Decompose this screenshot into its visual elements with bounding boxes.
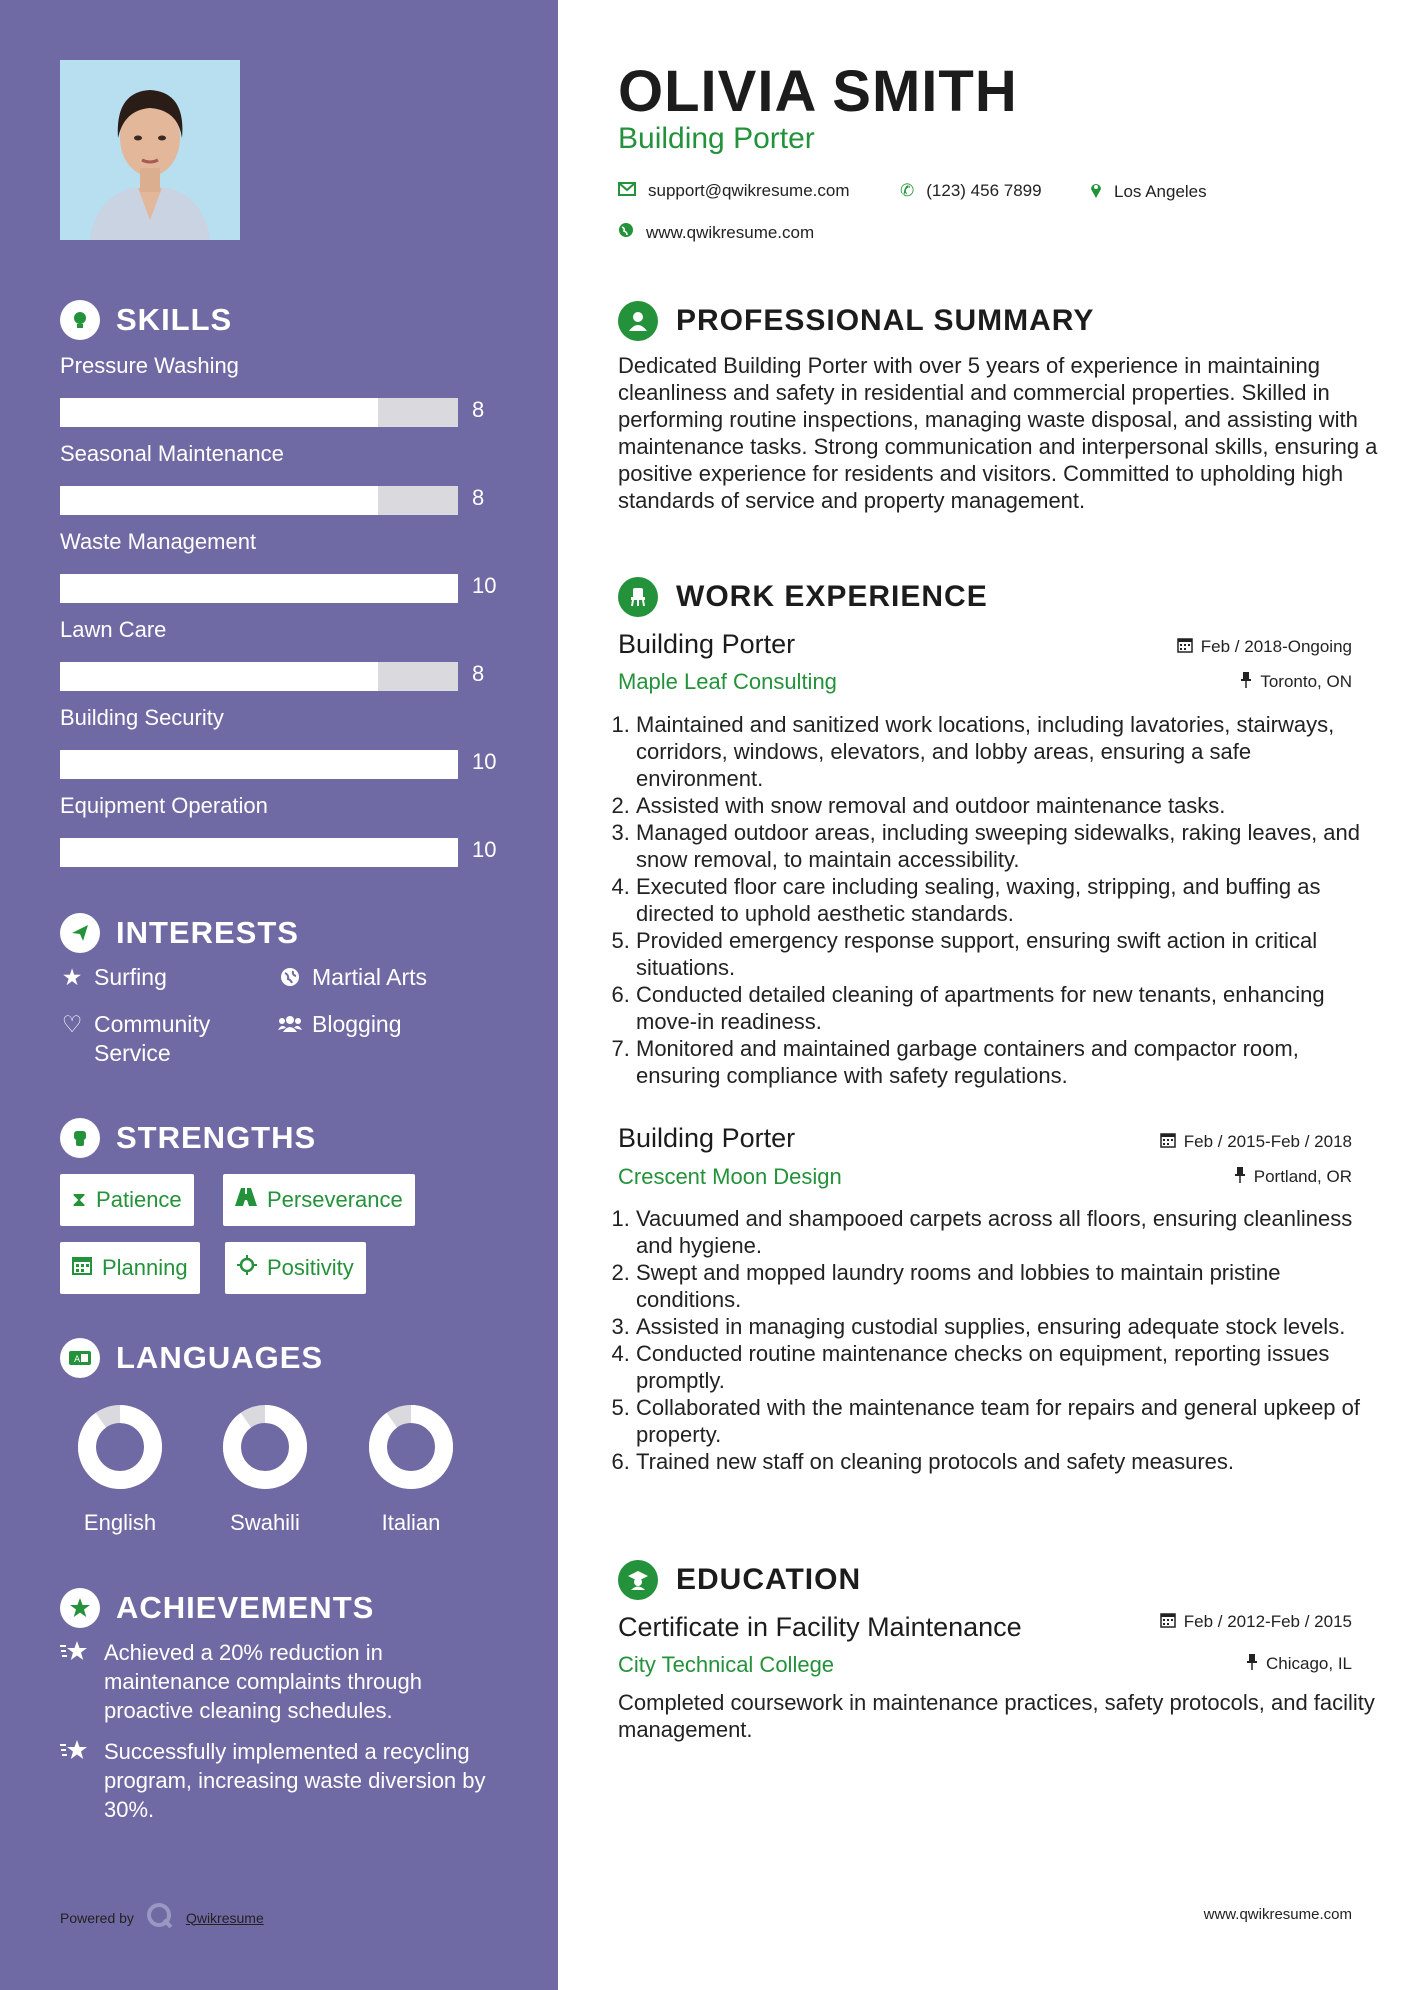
lightbulb-icon — [60, 300, 100, 340]
skill-score: 8 — [472, 661, 485, 686]
skill-bar-fill — [60, 574, 458, 603]
calendar-icon — [1177, 637, 1193, 657]
achievement-item — [60, 1638, 500, 1725]
skill-bar-fill — [60, 838, 458, 867]
duty-item: 4. Conducted routine maintenance checks on equipment, reporting issues promptly. — [636, 1340, 1378, 1394]
skill-item — [60, 793, 500, 862]
globe-icon — [278, 963, 302, 994]
interest-label: Martial Arts — [312, 964, 428, 990]
phone-text[interactable]: (123) 456 7899 — [926, 181, 1042, 200]
star-badge-icon — [60, 1588, 100, 1628]
skill-label: Pressure Washing — [60, 353, 239, 378]
summary-heading — [618, 301, 1094, 341]
strength-label: Patience — [96, 1187, 182, 1212]
duty-item: 6. Conducted detailed cleaning of apartments for new tenants, enhancing move-in readiness. — [636, 981, 1378, 1035]
achievement-item — [60, 1737, 500, 1824]
interests-heading — [60, 913, 299, 953]
calendar-icon — [1160, 1132, 1176, 1152]
skills-heading — [60, 300, 232, 340]
strength-chip — [223, 1174, 415, 1226]
language-item — [60, 1402, 180, 1536]
achievements-title: ACHIEVEMENTS — [116, 1590, 375, 1625]
interest-item — [60, 1010, 250, 1068]
education-location-text: Chicago, IL — [1266, 1654, 1352, 1673]
person-name: OLIVIA SMITH — [618, 59, 1018, 124]
main-content — [558, 0, 1407, 1990]
interest-label: Blogging — [312, 1011, 402, 1037]
duty-item: 6. Trained new staff on cleaning protocols and safety measures. — [636, 1448, 1378, 1475]
skill-label: Lawn Care — [60, 617, 167, 642]
footer-url[interactable]: www.qwikresume.com — [1203, 1906, 1352, 1923]
powered-by — [60, 1902, 264, 1933]
skill-bar-fill — [60, 750, 458, 779]
language-ring — [75, 1402, 165, 1492]
heart-icon: ♡ — [61, 1011, 83, 1037]
language-ring — [366, 1402, 456, 1492]
fist-icon — [60, 1118, 100, 1158]
sun-icon — [237, 1255, 257, 1281]
profile-photo — [60, 60, 240, 240]
job-dates-text: Feb / 2015-Feb / 2018 — [1183, 1132, 1352, 1151]
education-location — [1246, 1654, 1352, 1674]
strength-label: Planning — [102, 1255, 188, 1280]
job-company: Crescent Moon Design — [618, 1164, 842, 1189]
sidebar — [0, 0, 558, 1990]
interest-item — [278, 963, 498, 994]
person-title: Building Porter — [618, 122, 815, 155]
interest-label: Surfing — [94, 964, 167, 990]
duty-item: 2. Swept and mopped laundry rooms and lobbies to maintain pristine conditions. — [636, 1259, 1378, 1313]
qwikresume-link[interactable]: Qwikresume — [185, 1909, 264, 1926]
language-label: Italian — [381, 1510, 441, 1535]
skill-bar-fill — [60, 486, 378, 515]
education-school: City Technical College — [618, 1652, 835, 1677]
job-dates — [1177, 637, 1352, 657]
contact-website — [618, 222, 814, 243]
duty-item: 2. Assisted with snow removal and outdoor maintenance tasks. — [636, 792, 1378, 819]
skill-score: 8 — [472, 397, 485, 422]
user-icon — [618, 301, 658, 341]
skill-score: 10 — [472, 749, 497, 774]
duty-item: 7. Monitored and maintained garbage containers and compactor room, ensuring compliance with safety regulations. — [636, 1035, 1378, 1089]
duty-item: 1. Vacuumed and shampooed carpets across all floors, ensuring cleanliness and hygiene. — [636, 1205, 1378, 1259]
strength-chip — [60, 1242, 200, 1294]
shooting-star-icon — [60, 1737, 92, 1824]
achievement-text: Successfully implemented a recycling program, increasing waste diversion by 30%. — [104, 1739, 486, 1822]
skill-label: Equipment Operation — [60, 793, 268, 818]
language-label: Swahili — [230, 1510, 300, 1535]
duty-item: 3. Managed outdoor areas, including sweeping sidewalks, raking leaves, and snow removal, to maintain accessibility. — [636, 819, 1378, 873]
strength-chip — [225, 1242, 366, 1294]
globe-icon — [618, 222, 634, 243]
achievements-heading — [60, 1588, 374, 1628]
skill-label: Building Security — [60, 705, 224, 730]
job-location — [1234, 1167, 1352, 1187]
skill-bar — [60, 750, 458, 779]
email-text[interactable]: support@qwikresume.com — [648, 181, 850, 200]
job-location — [1240, 672, 1352, 692]
skill-bar — [60, 574, 458, 603]
education-description: Completed coursework in maintenance practices, safety protocols, and facility management. — [618, 1690, 1375, 1742]
job-duties — [618, 711, 1378, 1089]
phone-icon: ✆ — [900, 181, 915, 200]
language-item — [205, 1402, 325, 1536]
skill-item — [60, 617, 500, 686]
duty-item: 4. Executed floor care including sealing, waxing, stripping, and buffing as directed to uphold aesthetic standards. — [636, 873, 1378, 927]
education-dates-text: Feb / 2012-Feb / 2015 — [1183, 1612, 1352, 1631]
skill-score: 10 — [472, 837, 497, 862]
strengths-title: STRENGTHS — [116, 1120, 317, 1155]
experience-heading — [618, 577, 988, 617]
pin-icon — [1240, 672, 1252, 692]
svg-text:A: A — [74, 1355, 81, 1365]
map-pin-icon — [1090, 181, 1102, 203]
skill-bar — [60, 838, 458, 867]
skill-item — [60, 353, 500, 422]
strengths-heading — [60, 1118, 316, 1158]
users-icon — [278, 1010, 302, 1041]
hourglass-icon: ⧗ — [72, 1188, 87, 1211]
translate-icon — [60, 1338, 100, 1378]
calendar-icon — [1160, 1612, 1176, 1632]
interest-label: Community Service — [94, 1011, 211, 1066]
languages-title: LANGUAGES — [116, 1340, 324, 1375]
duty-item: 5. Collaborated with the maintenance team for repairs and general upkeep of property. — [636, 1394, 1378, 1448]
skill-bar — [60, 662, 458, 691]
skill-label: Seasonal Maintenance — [60, 441, 284, 466]
language-ring — [220, 1402, 310, 1492]
education-degree: Certificate in Facility Maintenance — [618, 1612, 1022, 1642]
powered-by-label: Powered by — [60, 1909, 134, 1926]
job-dates — [1160, 1132, 1352, 1152]
duty-item: 5. Provided emergency response support, ensuring swift action in critical situations. — [636, 927, 1378, 981]
contact-location — [1090, 181, 1207, 203]
skill-item — [60, 441, 500, 510]
education-dates — [1160, 1612, 1352, 1632]
skill-bar-fill — [60, 662, 378, 691]
interests-title: INTERESTS — [116, 915, 299, 950]
job-location-text: Toronto, ON — [1260, 672, 1352, 691]
pin-icon — [1246, 1654, 1258, 1674]
contact-phone — [900, 181, 1042, 201]
job-dates-text: Feb / 2018-Ongoing — [1200, 637, 1352, 656]
skill-item — [60, 705, 500, 774]
skill-score: 8 — [472, 485, 485, 510]
location-text: Los Angeles — [1114, 182, 1207, 201]
summary-text: Dedicated Building Porter with over 5 years of experience in maintaining cleanliness and safety in residential and commercial properties. Skilled in performing routine inspections, managing waste disposal, and assisting with maintenance tasks. Strong communication and interpersonal skills, ensuring a positive experience for residents and visitors. Committed to upholding high standards of service and property management. — [618, 353, 1378, 513]
paper-plane-icon — [60, 913, 100, 953]
strength-label: Perseverance — [267, 1187, 403, 1212]
graduate-icon — [618, 1560, 658, 1600]
contact-email — [618, 181, 850, 201]
experience-title: WORK EXPERIENCE — [676, 580, 988, 613]
skill-item — [60, 529, 500, 598]
strength-chip — [60, 1174, 194, 1226]
education-title: EDUCATION — [676, 1563, 862, 1596]
job-duties — [618, 1205, 1378, 1475]
interest-item — [278, 1010, 498, 1041]
job-role: Building Porter — [618, 629, 796, 659]
chair-icon — [618, 577, 658, 617]
duty-item: 3. Assisted in managing custodial supplies, ensuring adequate stock levels. — [636, 1313, 1378, 1340]
skills-title: SKILLS — [116, 302, 233, 337]
qwikresume-logo-icon — [146, 1902, 174, 1933]
calendar-icon — [72, 1255, 92, 1281]
education-heading — [618, 1560, 861, 1600]
star-icon: ★ — [61, 964, 83, 990]
pin-icon — [1234, 1167, 1246, 1187]
achievement-text: Achieved a 20% reduction in maintenance complaints through proactive cleaning schedules. — [104, 1640, 422, 1723]
languages-heading — [60, 1338, 323, 1378]
summary-title: PROFESSIONAL SUMMARY — [676, 304, 1095, 337]
strength-label: Positivity — [267, 1255, 354, 1280]
website-text[interactable]: www.qwikresume.com — [646, 222, 815, 242]
road-icon — [235, 1188, 257, 1212]
duty-item: 1. Maintained and sanitized work locations, including lavatories, stairways, corridors, windows, elevators, and lobby areas, ensuring a safe environment. — [636, 711, 1378, 792]
skill-label: Waste Management — [60, 529, 257, 554]
skill-bar-fill — [60, 398, 378, 427]
shooting-star-icon — [60, 1638, 92, 1725]
skill-bar — [60, 398, 458, 427]
interest-item — [60, 963, 260, 992]
job-company: Maple Leaf Consulting — [618, 669, 837, 694]
language-item — [351, 1402, 471, 1536]
job-role: Building Porter — [618, 1123, 796, 1153]
skill-bar — [60, 486, 458, 515]
language-label: English — [83, 1510, 157, 1535]
job-location-text: Portland, OR — [1253, 1167, 1352, 1186]
skill-score: 10 — [472, 573, 497, 598]
envelope-icon — [618, 181, 636, 201]
